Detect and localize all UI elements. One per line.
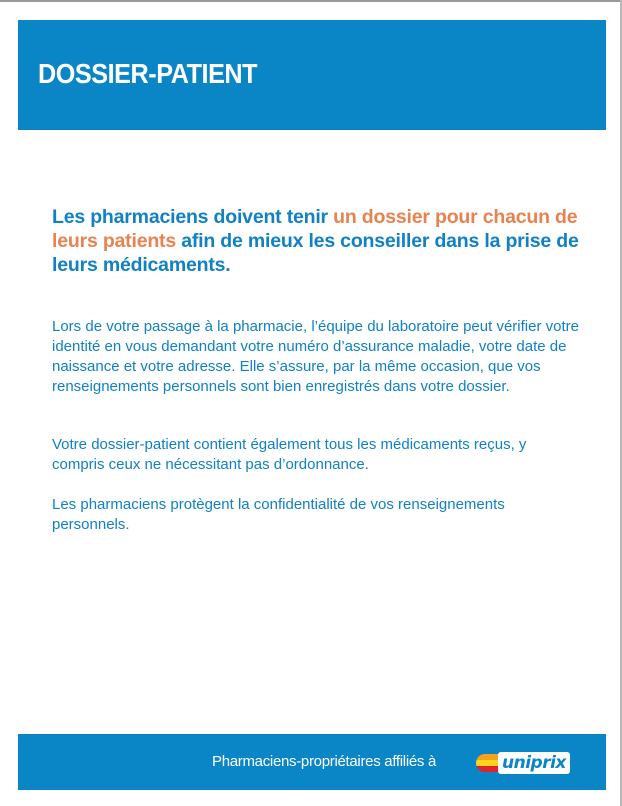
page-title: DOSSIER-PATIENT (38, 58, 258, 89)
footer-tagline: Pharmaciens-propriétaires affiliés à (212, 753, 437, 770)
footer-banner (18, 734, 606, 790)
paragraph-file-contents: Votre dossier-patient contient également tous les médicaments reçus, y compris ceux ne nécessitant pas d’ordonnance. (52, 436, 527, 473)
intro-statement (52, 205, 582, 277)
intro-part-1: Les pharmaciens doivent tenir (52, 206, 334, 228)
header-banner (18, 20, 606, 130)
paragraph-identity-check: Lors de votre passage à la pharmacie, l’équipe du laboratoire peut vérifier votre identité en vous demandant votre numéro d’assurance maladie, votre date de naissance et votre adresse. Elle s’assure, par la même occasion, que vos renseignements personnels sont bien enregistrés dans votre dossier. (52, 318, 579, 395)
paragraph-confidentiality: Les pharmaciens protègent la confidentialité de vos renseignements personnels. (52, 496, 505, 533)
intro-part-2: afin de mieux les conseiller dans la prise de leurs médicaments. (52, 230, 579, 276)
top-border (0, 0, 622, 2)
uniprix-logo-icon (476, 751, 588, 775)
intro-highlight: un dossier pour chacun de leurs patients (52, 206, 578, 252)
logo-wordmark: uniprix (498, 752, 570, 774)
